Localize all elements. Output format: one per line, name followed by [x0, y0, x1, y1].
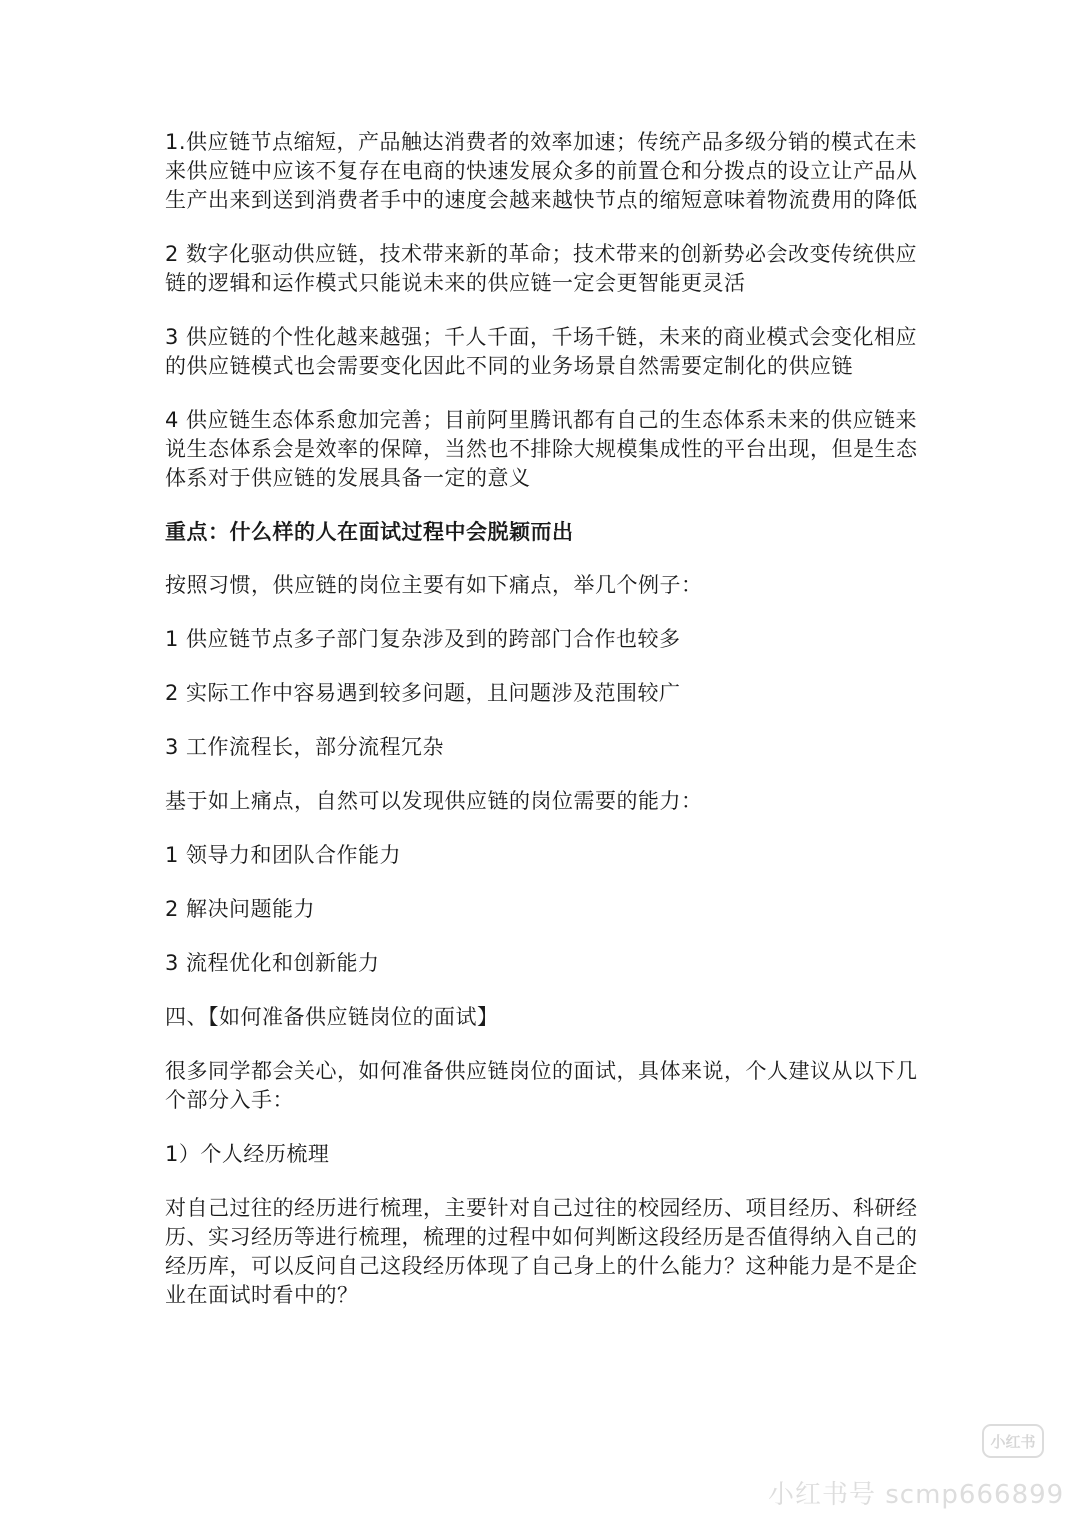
document-body: [165, 128, 920, 1335]
list-item-pain-3: 3 工作流程长，部分流程冗杂: [165, 735, 445, 759]
paragraph-pain-points-intro: 按照习惯，供应链的岗位主要有如下痛点，举几个例子：: [165, 573, 703, 597]
subheading-personal-experience: 1）个人经历梳理: [165, 1142, 330, 1166]
paragraph-trend-4: 4 供应链生态体系愈加完善；目前阿里腾讯都有自己的生态体系未来的供应链来说生态体系会是效率的保障，当然也不排除大规模集成性的平台出现，但是生态体系对于供应链的发展具备一定的意义: [165, 408, 918, 490]
list-item-ability-2: 2 解决问题能力: [165, 897, 316, 921]
list-item-ability-3: 3 流程优化和创新能力: [165, 951, 380, 975]
paragraph-prepare-intro: 很多同学都会关心，如何准备供应链岗位的面试，具体来说，个人建议从以下几个部分入手：: [165, 1059, 918, 1112]
paragraph-trend-1: 1.供应链节点缩短，产品触达消费者的效率加速；传统产品多级分销的模式在未来供应链中应该不复存在电商的快速发展众多的前置仓和分拨点的设立让产品从生产出来到送到消费者手中的速度会越来越快节点的缩短意味着物流费用的降低: [165, 130, 918, 212]
list-item-pain-1: 1 供应链节点多子部门复杂涉及到的跨部门合作也较多: [165, 627, 681, 651]
paragraph-trend-2: 2 数字化驱动供应链，技术带来新的革命；技术带来的创新势必会改变传统供应链的逻辑和运作模式只能说未来的供应链一定会更智能更灵活: [165, 242, 918, 295]
section-heading-key-point: 重点：什么样的人在面试过程中会脱颖而出: [165, 520, 574, 544]
list-item-ability-1: 1 领导力和团队合作能力: [165, 843, 402, 867]
paragraph-experience-review: 对自己过往的经历进行梳理，主要针对自己过往的校园经历、项目经历、科研经历、实习经历等进行梳理，梳理的过程中如何判断这段经历是否值得纳入自己的经历库，可以反问自己这段经历体现了自己身上的什么能力？这种能力是不是企业在面试时看中的？: [165, 1196, 918, 1307]
paragraph-abilities-intro: 基于如上痛点，自然可以发现供应链的岗位需要的能力：: [165, 789, 703, 813]
section-heading-four: 四、【如何准备供应链岗位的面试】: [165, 1005, 499, 1029]
paragraph-trend-3: 3 供应链的个性化越来越强；千人千面，千场千链，未来的商业模式会变化相应的供应链模式也会需要变化因此不同的业务场景自然需要定制化的供应链: [165, 325, 918, 378]
list-item-pain-2: 2 实际工作中容易遇到较多问题，且问题涉及范围较广: [165, 681, 681, 705]
watermark-logo: 小红书: [982, 1424, 1044, 1458]
watermark-text: 小红书号 scmp666899: [768, 1480, 1065, 1510]
